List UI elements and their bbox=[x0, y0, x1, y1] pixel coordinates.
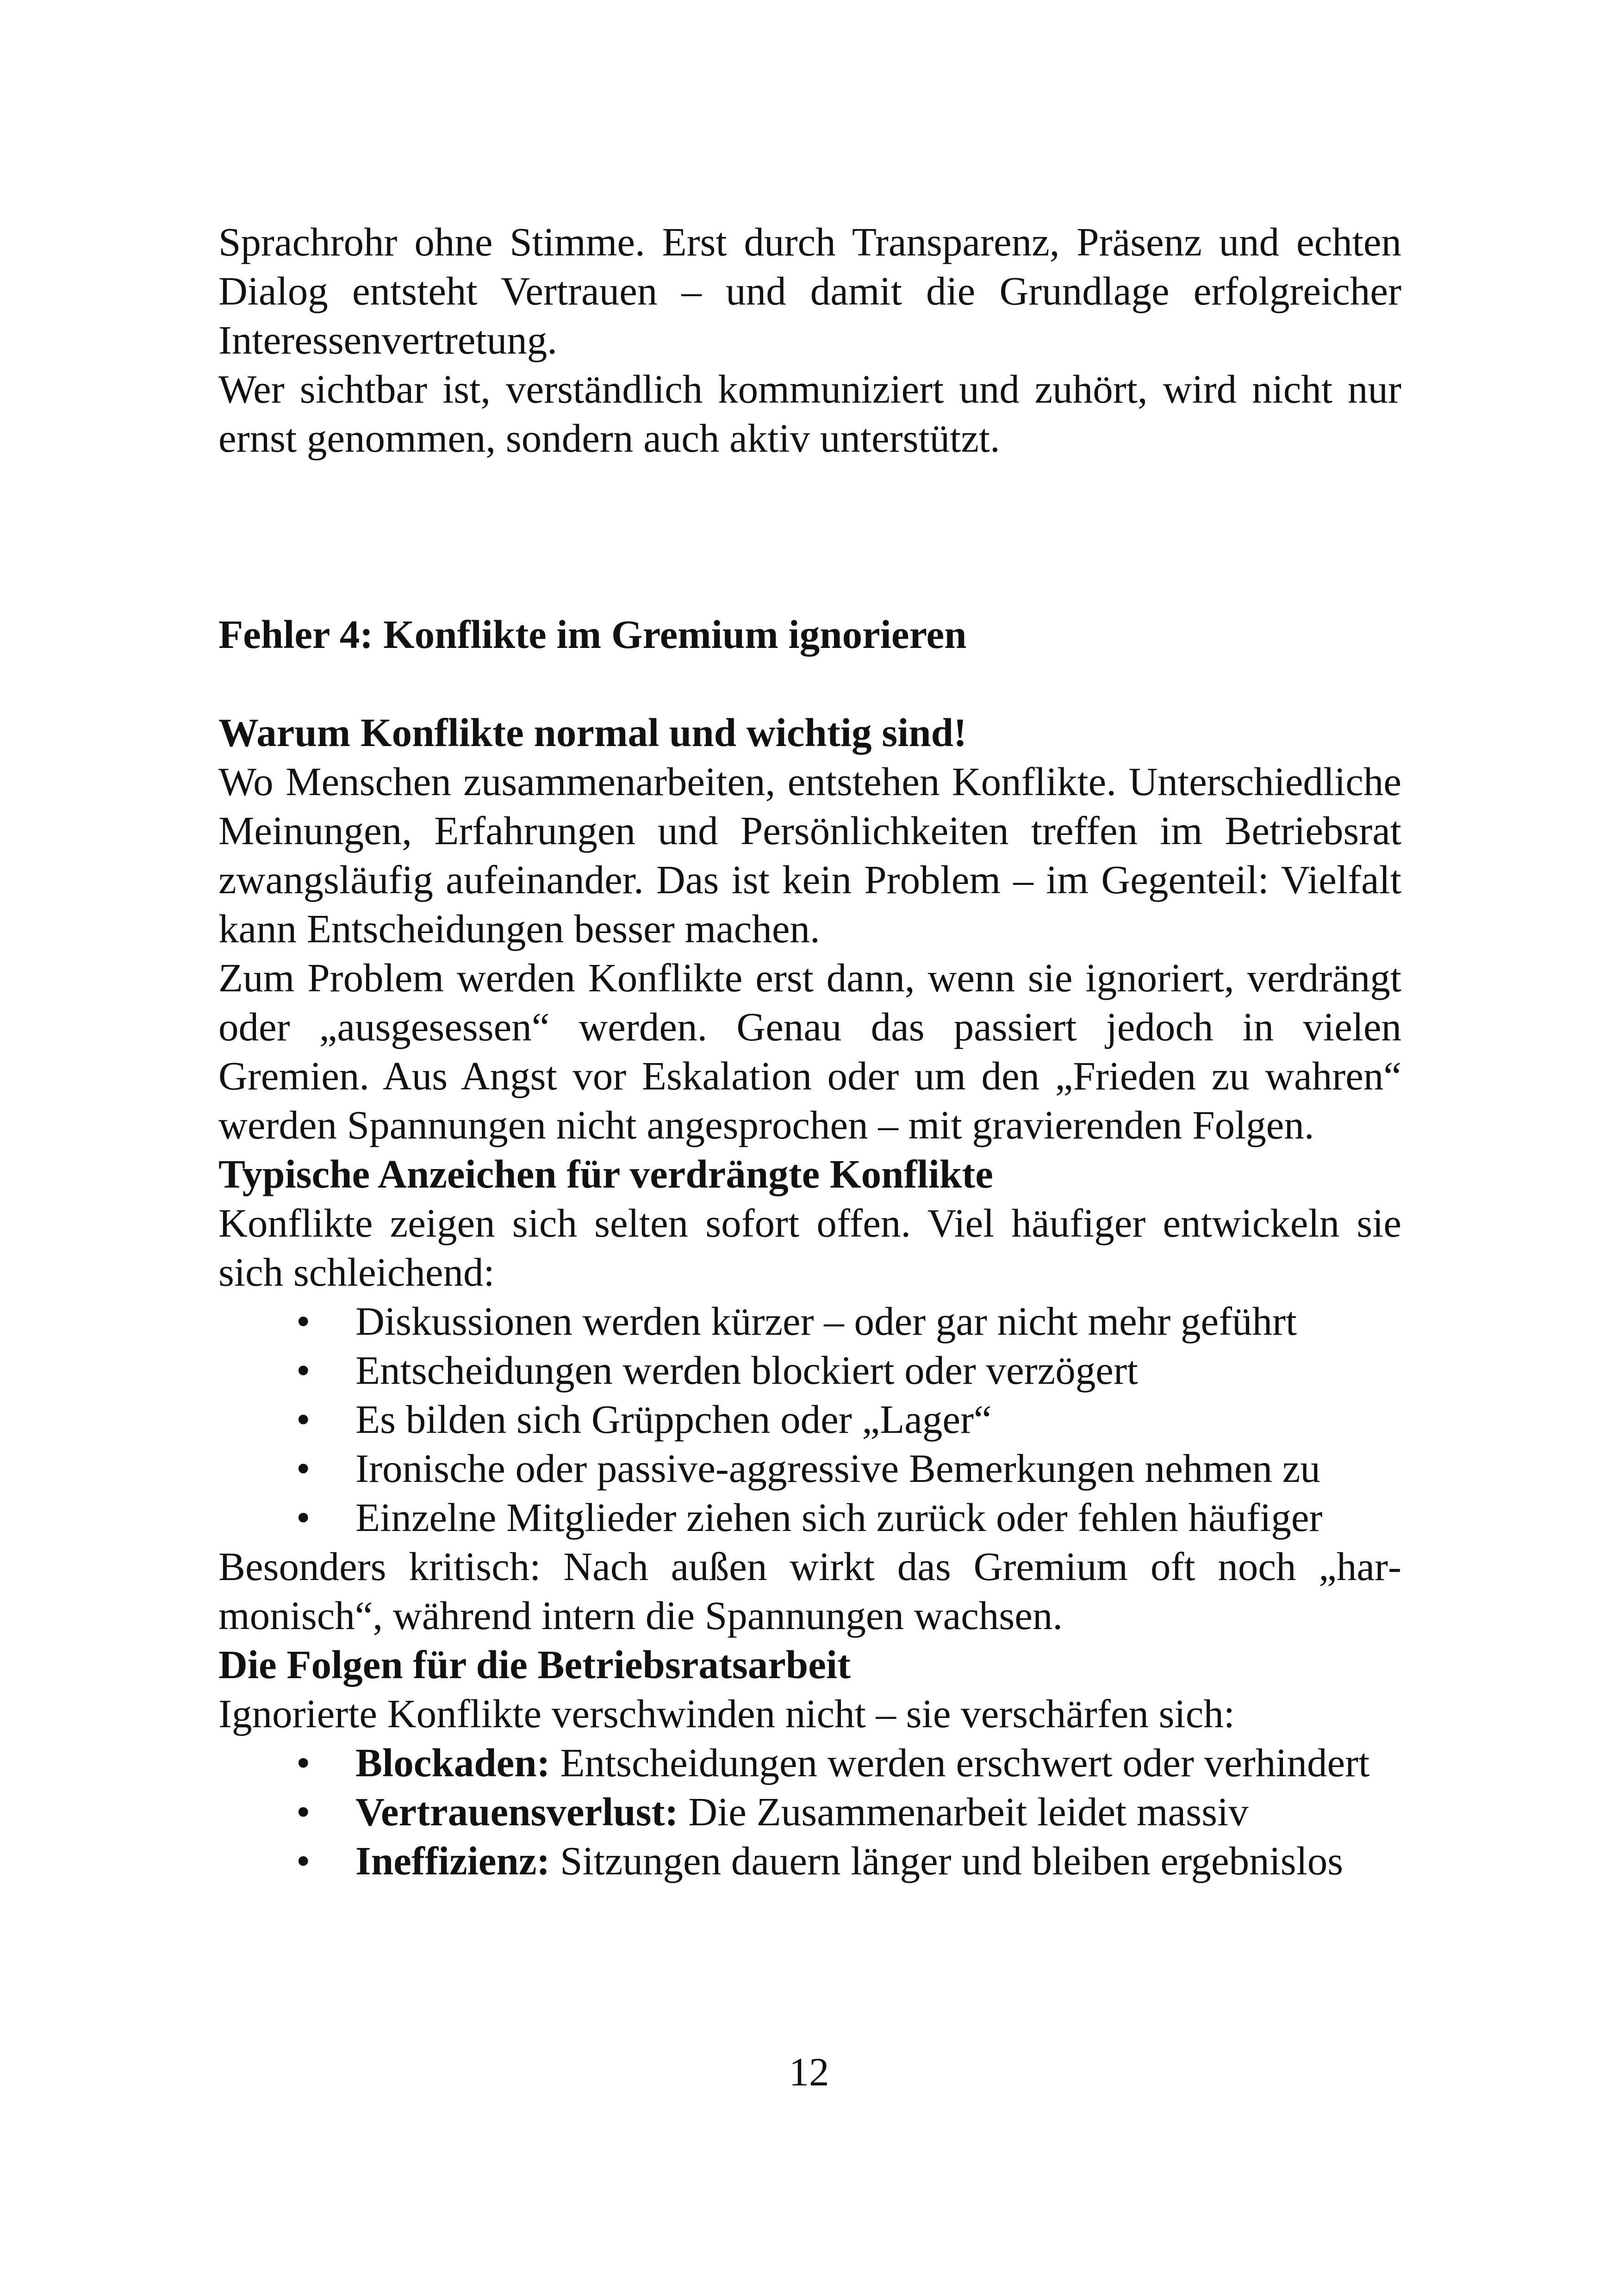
subheading-why: Warum Konflikte normal und wichtig sind! bbox=[218, 710, 967, 755]
signs-outro: Besonders kritisch: Nach außen wirkt das Gremium oft noch „harmonisch“, während intern die Spannungen wachsen. bbox=[218, 1544, 1401, 1638]
list-item-text: Entscheidungen werden blockiert oder verzögert bbox=[355, 1348, 1138, 1393]
why-paragraph-2: Zum Problem werden Konflikte erst dann, wenn sie ignoriert, verdrängt oder „ausgesessen“ werden. Genau das passiert jedoch in vielen Gremien. Aus Angst vor Eskalation oder um den „Frieden zu wahren“ werden Spannungen nicht angesprochen – mit gravierenden Folgen. bbox=[218, 955, 1401, 1147]
list-item-term: Blockaden: bbox=[355, 1740, 550, 1785]
bullet-icon: • bbox=[296, 1495, 311, 1540]
list-item bbox=[296, 1297, 1401, 1346]
list-item-text: Einzelne Mitglieder ziehen sich zurück oder fehlen häufiger bbox=[355, 1495, 1323, 1540]
why-paragraph-1: Wo Menschen zusammenarbeiten, entstehen Konflikte. Unterschiedliche Meinungen, Erfahrungen und Persönlichkeiten treffen im Betriebsrat zwangsläufig aufeinander. Das ist kein Problem – im Gegenteil: Vielfalt kann Entscheidungen besser machen. bbox=[218, 759, 1401, 951]
bullet-icon: • bbox=[296, 1397, 311, 1442]
list-item-term: Vertrauensverlust: bbox=[355, 1789, 678, 1834]
list-item-text: Es bilden sich Grüppchen oder „Lager“ bbox=[355, 1397, 992, 1442]
section-title: Fehler 4: Konflikte im Gremium ignorieren bbox=[218, 612, 967, 657]
list-item bbox=[296, 1787, 1401, 1836]
page-body bbox=[218, 218, 1401, 1885]
bullet-icon: • bbox=[296, 1838, 311, 1883]
subheading-consequences: Die Folgen für die Betriebsratsarbeit bbox=[218, 1642, 851, 1687]
bullet-icon: • bbox=[296, 1789, 311, 1834]
list-item bbox=[296, 1346, 1401, 1395]
list-item bbox=[296, 1836, 1401, 1885]
bullet-icon: • bbox=[296, 1299, 311, 1344]
consequences-list bbox=[218, 1738, 1401, 1885]
list-item-text: Die Zusammenarbeit leidet massiv bbox=[688, 1789, 1249, 1834]
intro-paragraph-1: Sprachrohr ohne Stimme. Erst durch Transparenz, Präsenz und echten Dialog entsteht Vertrauen – und damit die Grundlage erfolgreicher Interessenvertretung. bbox=[218, 219, 1401, 362]
signs-intro: Konflikte zeigen sich selten sofort offen. Viel häufiger entwickeln sie sich schleichend: bbox=[218, 1201, 1401, 1294]
spacer bbox=[218, 659, 1401, 708]
bullet-icon: • bbox=[296, 1446, 311, 1491]
intro-paragraph-2: Wer sichtbar ist, verständlich kommuniziert und zuhört, wird nicht nur ernst genommen, sondern auch aktiv unterstützt. bbox=[218, 367, 1401, 460]
list-item-text: Sitzungen dauern länger und bleiben ergebnislos bbox=[560, 1838, 1344, 1883]
bullet-icon: • bbox=[296, 1348, 311, 1393]
bullet-icon: • bbox=[296, 1740, 311, 1785]
list-item-text: Diskussionen werden kürzer – oder gar nicht mehr geführt bbox=[355, 1299, 1297, 1344]
subheading-signs: Typische Anzeichen für verdrängte Konflikte bbox=[218, 1151, 993, 1196]
list-item bbox=[296, 1738, 1401, 1787]
signs-list bbox=[218, 1297, 1401, 1542]
list-item-text: Ironische oder passive-aggressive Bemerkungen nehmen zu bbox=[355, 1446, 1320, 1491]
list-item bbox=[296, 1493, 1401, 1542]
spacer bbox=[218, 463, 1401, 610]
page-number: 12 bbox=[789, 2049, 829, 2094]
list-item-text: Entscheidungen werden erschwert oder verhindert bbox=[560, 1740, 1370, 1785]
list-item bbox=[296, 1395, 1401, 1444]
list-item-term: Ineffizienz: bbox=[355, 1838, 550, 1883]
consequences-intro: Ignorierte Konflikte verschwinden nicht – sie verschärfen sich: bbox=[218, 1691, 1235, 1736]
list-item bbox=[296, 1444, 1401, 1493]
